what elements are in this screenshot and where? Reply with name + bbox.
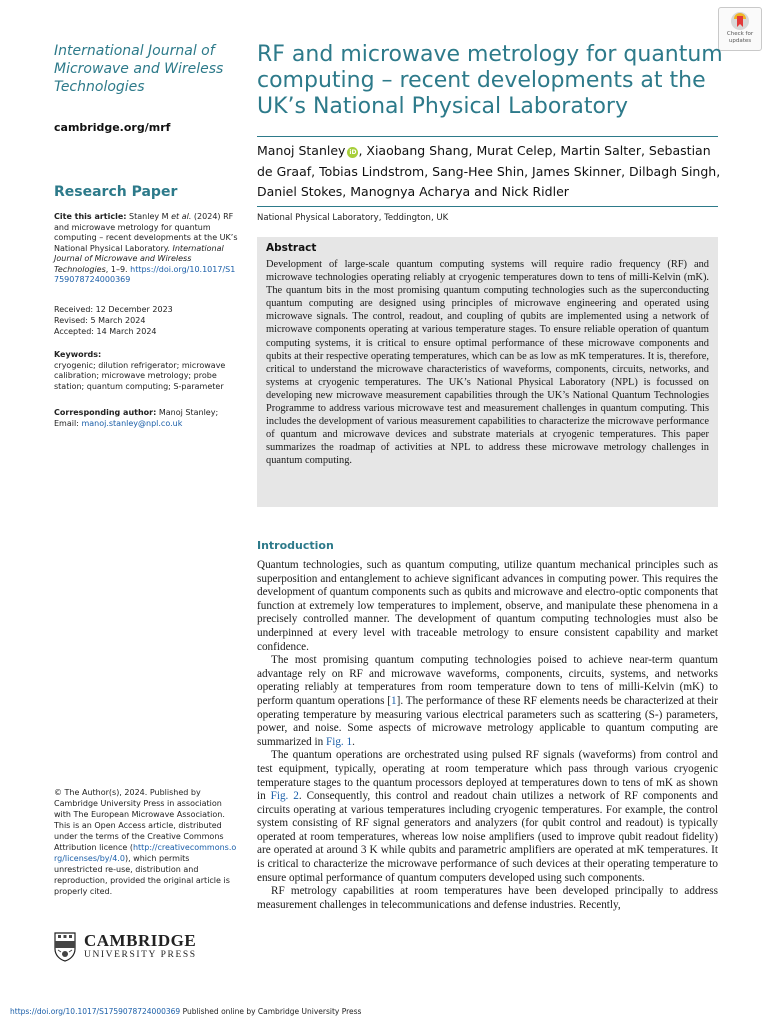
footer-doi-link[interactable]: https://doi.org/10.1017/S1759078724000369 (10, 1007, 181, 1016)
crossmark-icon (730, 11, 750, 31)
footer-text: Published online by Cambridge University Press (182, 1007, 362, 1016)
paragraph-2-text-a: The most promising quantum computing technologies poised to achieve near-term quantum advantage rely on RF and microwave waveforms, components, circuits, systems, and networks operating reliably at temperatures from room temperature down to tens of milli-Kelvin (mK) to perform quantum operations [ (257, 654, 718, 707)
figure-link-1[interactable]: Fig. 1 (325, 735, 353, 748)
paragraph-1: Quantum technologies, such as quantum computing, utilize quantum mechanical principles such as superposition and entanglement to achieve significant advances in computing power. This requires the development of quantum components such as qubits and microwave and electro-optic components that function at extremely low temperatures to implement, observe, and manipulate these phenomena in a precisely controlled manner. The development of quantum computing technologies must also be underpinned at every level with traceable metrology to ensure consistent capability and market confidence. (257, 559, 718, 653)
keywords-text: cryogenic; dilution refrigerator; microwave calibration; microwave metrology; probe station; quantum computing; S-parameter (54, 360, 226, 391)
keywords-label: Keywords: (54, 350, 102, 359)
email-label: Email: (54, 418, 79, 428)
paragraph-3-text-a: The quantum operations are orchestrated using pulsed RF signals (waveforms) from control and test equipment, typically, operating at room temperature which pass through various cryogenic temperature stages to the quantum processors deployed at temperatures down to tens of mK as shown in (257, 749, 718, 803)
corresponding-label: Corresponding author: (54, 408, 157, 417)
introduction-body (257, 559, 718, 912)
introduction-heading: Introduction (257, 539, 334, 552)
authors-divider (257, 206, 718, 207)
paragraph-2-text-b: ]. The performance of these RF elements needs be characterized at their operating temperature by measuring various electrical parameters such as scattering (S-) parameters, power, and noise. Some aspects of microwave metrology applicable to quantum computing are summarized in (257, 694, 718, 748)
corresponding-author-block (54, 408, 239, 429)
keywords-block (54, 350, 239, 392)
publisher-sub: UNIVERSITY PRESS (84, 950, 197, 960)
corresponding-name: Manoj Stanley; (158, 408, 219, 417)
reference-link-1[interactable]: 1 (391, 694, 397, 707)
license-link[interactable]: http://creativecommons.org/licenses/by/4.0 (54, 843, 237, 863)
cite-text-authors: Stanley M (129, 212, 169, 221)
other-authors: , Xiaobang Shang, Murat Celep, Martin Salter, Sebastian de Graaf, Tobias Lindstrom, Sang-Hee Shin, James Skinner, Dilbagh Singh, Daniel Stokes, Manognya Acharya and Nick Ridler (257, 143, 721, 199)
date-revised: Revised: 5 March 2024 (54, 316, 146, 325)
affiliation: National Physical Laboratory, Teddington, UK (257, 213, 449, 223)
check-updates-label: Check for updates (726, 31, 754, 44)
abstract-heading: Abstract (266, 242, 317, 254)
figure-link-2[interactable]: Fig. 2 (270, 790, 299, 803)
publisher-name: CAMBRIDGE (84, 931, 197, 950)
first-author: Manoj Stanley (257, 143, 346, 158)
cite-text-title: (2024) RF and microwave metrology for quantum computing – recent developments at the UK’s National Physical Laboratory. (54, 212, 238, 253)
citation-block (54, 212, 239, 286)
license-text-2: ), which permits unrestricted re-use, distribution and reproduction, provided the original article is properly cited. (54, 854, 230, 896)
paragraph-3 (257, 749, 718, 885)
author-list (257, 141, 727, 203)
publisher-logo (54, 932, 244, 966)
orcid-icon[interactable]: iD (349, 149, 357, 156)
license-block (54, 787, 239, 897)
cite-etal: et al. (171, 212, 192, 221)
journal-site-link[interactable]: cambridge.org/mrf (54, 121, 171, 134)
title-divider (257, 136, 718, 137)
journal-title: International Journal of Microwave and Wireless Technologies (54, 43, 224, 95)
email-link[interactable]: manoj.stanley@npl.co.uk (81, 418, 183, 428)
paragraph-2 (257, 654, 718, 749)
article-title: RF and microwave metrology for quantum computing – recent developments at the UK’s National Physical Laboratory (257, 42, 723, 119)
abstract-text: Development of large-scale quantum computing systems will require radio frequency (RF) and microwave technologies operating reliably at cryogenic temperatures down to tens of milli-Kelvin (mK). The quantum bits in the most promising quantum computing technologies such as the superconducting quantum computing are designed using principles of microwave engineering and operated using microwave signals. The control, readout, and coupling of qubits are implemented using a network of microwave components operating at various temperature stages. To ensure reliable operation of quantum computing systems, it is critical to ensure optimal performance of these microwave components and qubits at their respective operating temperatures, which can be as low as mK temperatures. It is, therefore, critical to understand the microwave characteristics of waveforms, components, circuits, networks, and systems at cryogenic temperatures. The UK’s National Physical Laboratory (NPL) is focussed on developing new microwave measurement capabilities through the UK’s National Quantum Technologies Programme to address various microwave test and measurement challenges in quantum computing. This includes the development of various measurement capabilities to characterize the microwave performance of quantum and microwave devices and substrate materials at cryogenic temperatures. This paper summarizes the roadmap of activities at NPL to address these microwave metrology challenges in quantum computing. (266, 259, 709, 467)
paragraph-2-text-c: . (352, 735, 355, 748)
cite-doi-link[interactable]: https://doi.org/10.1017/S1759078724000369 (54, 264, 236, 284)
footer (10, 1007, 361, 1016)
cite-journal-name: International Journal of Microwave and Wireless Technologies (54, 243, 224, 274)
article-type-label: Research Paper (54, 184, 178, 200)
date-received: Received: 12 December 2023 (54, 305, 173, 314)
cambridge-shield-icon (54, 932, 76, 962)
cite-pages: , 1–9. (105, 264, 128, 274)
date-accepted: Accepted: 14 March 2024 (54, 327, 157, 336)
paragraph-3-text-b: . Consequently, this control and readout chain utilizes a network of RF components and circuits operating at various temperatures including cryogenic temperatures. For example, the control system consisting of RF signal generators and analyzers (for qubit control and readout) is typically operated at room temperatures, whereas low noise amplifiers (used to improve qubit readout fidelity) are operated at around 3 K while qubits and parametric amplifiers are operated at mK temperatures. It is critical to characterize the microwave performance of such devices at their operating temperature to ensure optimal performance of quantum computers developed using such components. (257, 790, 719, 884)
cite-label: Cite this article: (54, 212, 127, 221)
abstract-box (257, 237, 718, 507)
dates-block (54, 304, 239, 337)
license-text-1: © The Author(s), 2024. Published by Cambridge University Press in association with The European Microwave Association. This is an Open Access article, distributed under the terms of the Creative Commons Attribution licence ( (54, 788, 225, 852)
paragraph-4: RF metrology capabilities at room temperatures have been developed principally to address measurement challenges in telecommunications and defense industries. Recently, (257, 885, 718, 911)
